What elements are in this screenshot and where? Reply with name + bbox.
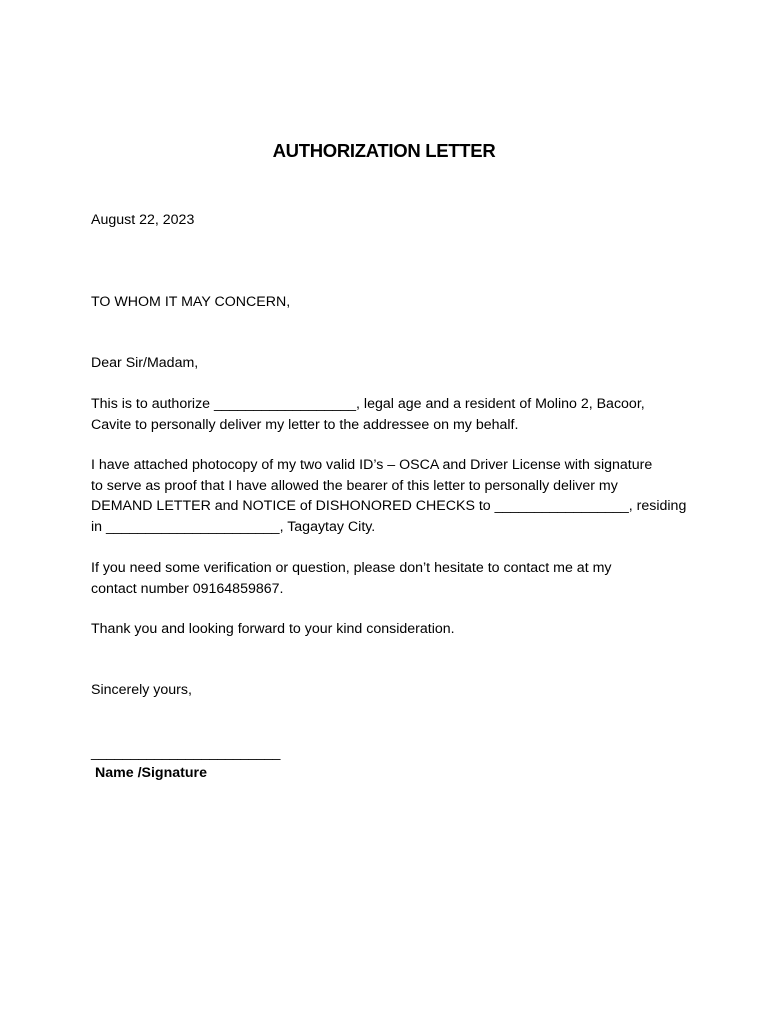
letter-title: AUTHORIZATION LETTER <box>272 140 496 161</box>
paragraph-line: This is to authorize __________________, legal age and a resident of Molino 2, Bacoor, <box>91 396 645 412</box>
paragraph-contact <box>91 558 612 599</box>
paragraph-attachments <box>91 455 686 537</box>
paragraph-line: DEMAND LETTER and NOTICE of DISHONORED CHECKS to _________________, residing <box>91 498 687 514</box>
greeting-line: Dear Sir/Madam, <box>91 355 199 371</box>
paragraph-line: to serve as proof that I have allowed the bearer of this letter to personally deliver my <box>91 477 618 494</box>
paragraph-line: contact number 09164859867. <box>91 580 284 597</box>
letter-date: August 22, 2023 <box>91 212 195 228</box>
signature-line: ________________________ <box>91 745 281 761</box>
addressee-line: TO WHOM IT MAY CONCERN, <box>91 294 291 310</box>
paragraph-line: If you need some verification or question, please don’t hesitate to contact me at my <box>91 560 612 576</box>
paragraph-authorization <box>91 394 645 435</box>
paragraph-line: Cavite to personally deliver my letter to the addressee on my behalf. <box>91 416 519 433</box>
signature-label: Name /Signature <box>95 765 207 781</box>
paragraph-line: in ______________________, Tagaytay City. <box>91 518 376 535</box>
paragraph-thanks: Thank you and looking forward to your kind consideration. <box>91 621 455 637</box>
closing-line: Sincerely yours, <box>91 682 192 698</box>
paragraph-line: I have attached photocopy of my two valid ID’s – OSCA and Driver License with signature <box>91 457 653 473</box>
